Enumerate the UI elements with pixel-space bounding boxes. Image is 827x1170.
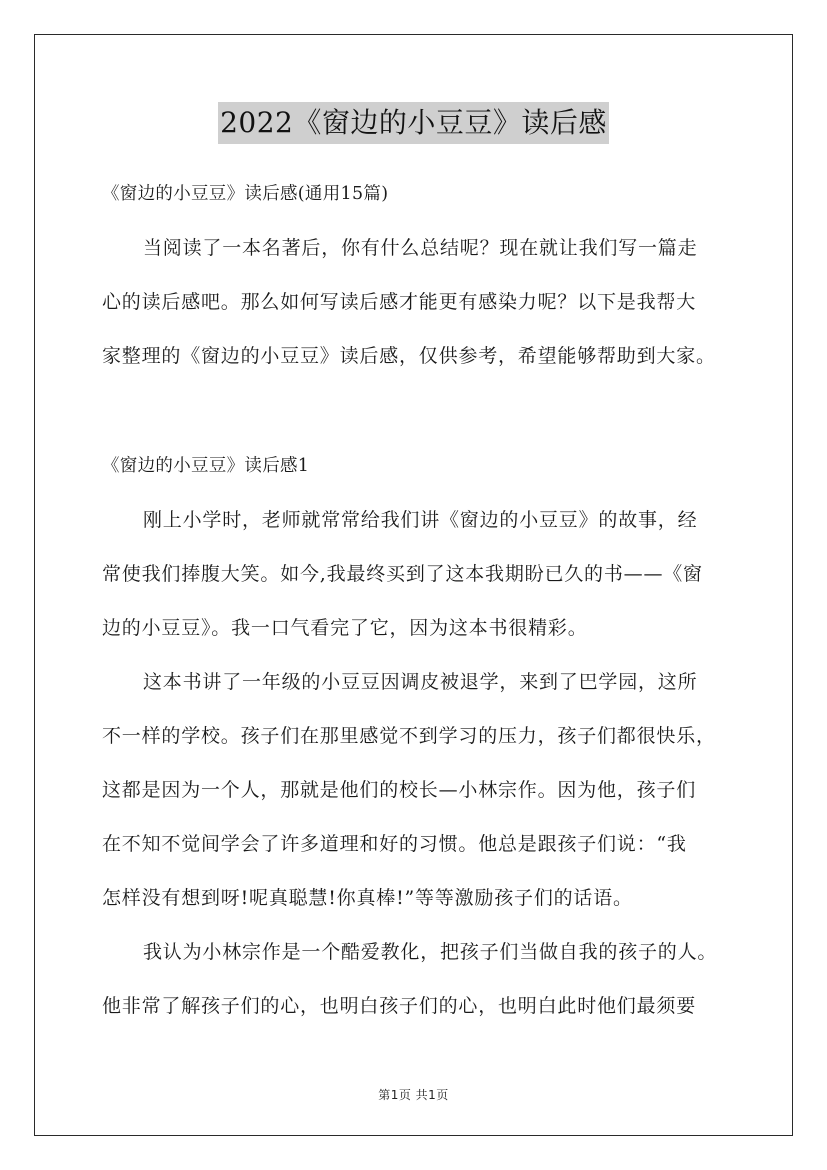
para2-line-2: 不一样的学校。孩子们在那里感觉不到学习的压力，孩子们都很快乐， (102, 725, 716, 747)
para2-line-1: 这本书讲了一年级的小豆豆因调皮被退学，来到了巴学园，这所 (143, 671, 698, 693)
para2-line-5: 怎样没有想到呀!呢真聪慧!你真棒!”等等激励孩子们的话语。 (102, 887, 633, 909)
document-title: 2022《窗边的小豆豆》读后感 (218, 102, 609, 144)
para2-line-4: 在不知不觉间学会了许多道理和好的习惯。他总是跟孩子们说：“我 (102, 833, 687, 855)
section-heading: 《窗边的小豆豆》读后感1 (102, 456, 310, 476)
intro-line-1: 当阅读了一本名著后，你有什么总结呢？现在就让我们写一篇走 (143, 237, 698, 259)
para3-line-2: 他非常了解孩子们的心，也明白孩子们的心，也明白此时他们最须要 (102, 995, 697, 1017)
para3-line-1: 我认为小林宗作是一个酷爱教化，把孩子们当做自我的孩子的人。 (143, 941, 718, 963)
intro-line-3: 家整理的《窗边的小豆豆》读后感，仅供参考，希望能够帮助到大家。 (102, 345, 716, 367)
para1-line-2: 常使我们捧腹大笑。如今,我最终买到了这本我期盼已久的书——《窗 (102, 563, 703, 585)
page-footer: 第1页 共1页 (378, 1088, 449, 1102)
para1-line-1: 刚上小学时，老师就常常给我们讲《窗边的小豆豆》的故事，经 (143, 509, 698, 531)
intro-line-2: 心的读后感吧。那么如何写读后感才能更有感染力呢？以下是我帮大 (102, 291, 697, 313)
title-container (0, 102, 827, 144)
para1-line-3: 边的小豆豆》。我一口气看完了它，因为这本书很精彩。 (102, 617, 588, 639)
document-subtitle: 《窗边的小豆豆》读后感(通用15篇) (102, 184, 389, 204)
para2-line-3: 这都是因为一个人，那就是他们的校长—小林宗作。因为他，孩子们 (102, 779, 697, 801)
